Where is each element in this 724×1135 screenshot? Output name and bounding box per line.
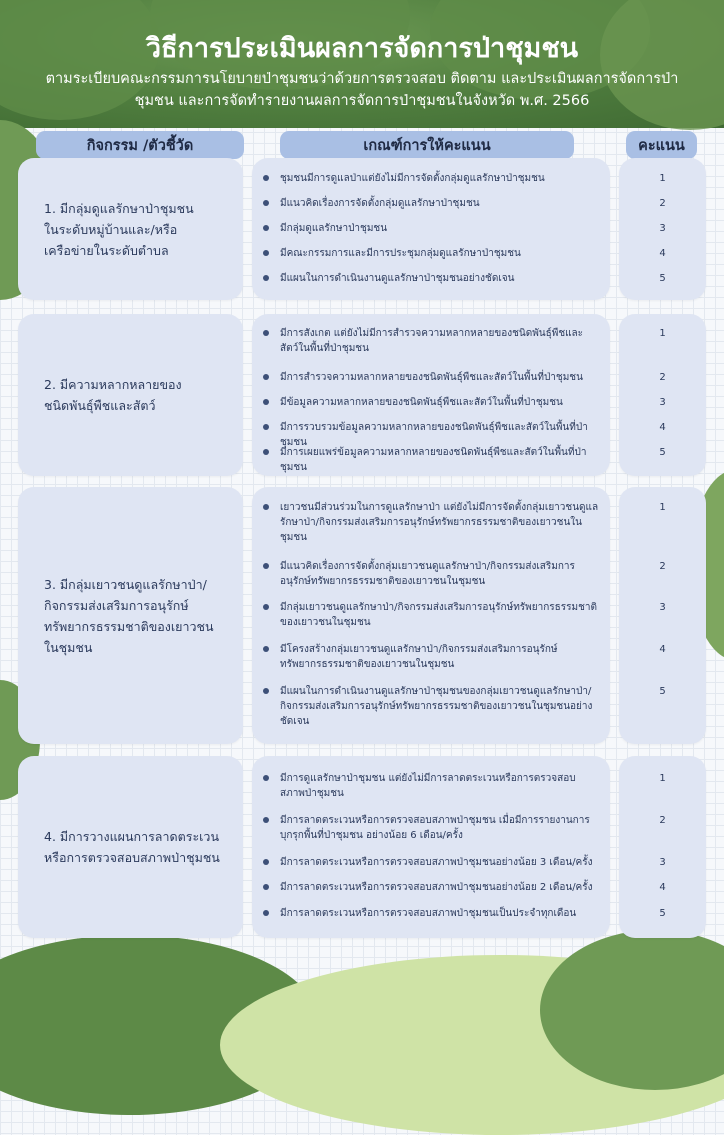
- score-value: 5: [659, 447, 666, 458]
- criteria-item: มีกลุ่มเยาวชนดูแลรักษาป่า/กิจกรรมส่งเสริมการอนุรักษ์ทรัพยากรธรรมชาติของเยาวชนในชุมชน: [280, 600, 600, 630]
- score-value: 5: [659, 686, 666, 697]
- score-value: 4: [659, 422, 666, 433]
- score-card-4: [619, 756, 706, 938]
- score-card-3: [619, 487, 706, 744]
- criteria-column-header: เกณฑ์การให้คะแนน: [280, 131, 574, 159]
- indicator-column-header: กิจกรรม /ตัวชี้วัด: [36, 131, 244, 159]
- criteria-card-1: [252, 158, 610, 300]
- criteria-item: มีคณะกรรมการและมีการประชุมกลุ่มดูแลรักษาป่าชุมชน: [280, 246, 600, 261]
- indicator-card-3: [18, 487, 243, 744]
- criteria-item: มีแผนในการดำเนินงานดูแลรักษาป่าชุมชนอย่างชัดเจน: [280, 271, 600, 286]
- score-value: 5: [659, 273, 666, 284]
- criteria-card-3: [252, 487, 610, 744]
- indicator-card-4: [18, 756, 243, 938]
- score-value: 4: [659, 882, 666, 893]
- score-card-2: [619, 314, 706, 476]
- score-value: 3: [659, 857, 666, 868]
- indicator-card-2: [18, 314, 243, 476]
- score-value: 2: [659, 815, 666, 826]
- criteria-card-4: [252, 756, 610, 938]
- indicator-card-1: [18, 158, 243, 300]
- criteria-item: มีการเผยแพร่ข้อมูลความหลากหลายของชนิดพันธุ์พืชและสัตว์ในพื้นที่ป่าชุมชน: [280, 445, 600, 475]
- score-value: 2: [659, 372, 666, 383]
- criteria-item: มีกลุ่มดูแลรักษาป่าชุมชน: [280, 221, 600, 236]
- score-value: 4: [659, 248, 666, 259]
- criteria-item: มีการสังเกต แต่ยังไม่มีการสำรวจความหลากหลายของชนิดพันธุ์พืชและสัตว์ในพื้นที่ป่าชุมชน: [280, 326, 600, 356]
- score-value: 1: [659, 173, 666, 184]
- indicator-label-4: 4. มีการวางแผนการลาดตระเวน หรือการตรวจสอบสภาพป่าชุมชน: [44, 829, 220, 865]
- criteria-item: มีโครงสร้างกลุ่มเยาวชนดูแลรักษาป่า/กิจกรรมส่งเสริมการอนุรักษ์ทรัพยากรธรรมชาติของเยาวชนในชุมชน: [280, 642, 600, 672]
- criteria-item: มีการลาดตระเวนหรือการตรวจสอบสภาพป่าชุมชนเป็นประจำทุกเดือน: [280, 906, 600, 921]
- criteria-item: มีข้อมูลความหลากหลายของชนิดพันธุ์พืชและสัตว์ในพื้นที่ป่าชุมชน: [280, 395, 600, 410]
- score-value: 3: [659, 223, 666, 234]
- score-value: 5: [659, 908, 666, 919]
- criteria-item: มีการรวบรวมข้อมูลความหลากหลายของชนิดพันธุ์พืชและสัตว์ในพื้นที่ป่าชุมชน: [280, 420, 600, 450]
- score-value: 1: [659, 328, 666, 339]
- indicator-label-1: 1. มีกลุ่มดูแลรักษาป่าชุมชน ในระดับหมู่บ้านและ/หรือ เครือข่ายในระดับตำบล: [44, 200, 194, 258]
- criteria-item: มีการลาดตระเวนหรือการตรวจสอบสภาพป่าชุมชน เมื่อมีการรายงานการบุกรุกพื้นที่ป่าชุมชน อย่างน้อย 6 เดือน/ครั้ง: [280, 813, 600, 843]
- indicator-label-3: 3. มีกลุ่มเยาวชนดูแลรักษาป่า/ กิจกรรมส่งเสริมการอนุรักษ์ ทรัพยากรธรรมชาติของเยาวชน ในชุมชน: [44, 576, 214, 655]
- criteria-item: มีการสำรวจความหลากหลายของชนิดพันธุ์พืชและสัตว์ในพื้นที่ป่าชุมชน: [280, 370, 600, 385]
- criteria-item: มีการลาดตระเวนหรือการตรวจสอบสภาพป่าชุมชนอย่างน้อย 2 เดือน/ครั้ง: [280, 880, 600, 895]
- criteria-item: มีแนวคิดเรื่องการจัดตั้งกลุ่มดูแลรักษาป่าชุมชน: [280, 196, 600, 211]
- score-value: 3: [659, 397, 666, 408]
- score-value: 1: [659, 502, 666, 513]
- criteria-item: ชุมชนมีการดูแลป่าแต่ยังไม่มีการจัดตั้งกลุ่มดูแลรักษาป่าชุมชน: [280, 171, 600, 186]
- score-card-1: [619, 158, 706, 300]
- criteria-card-2: [252, 314, 610, 476]
- criteria-item: มีการลาดตระเวนหรือการตรวจสอบสภาพป่าชุมชนอย่างน้อย 3 เดือน/ครั้ง: [280, 855, 600, 870]
- score-value: 2: [659, 198, 666, 209]
- page-title: วิธีการประเมินผลการจัดการป่าชุมชน: [145, 33, 579, 64]
- score-column-header: คะแนน: [626, 131, 697, 159]
- score-value: 3: [659, 602, 666, 613]
- criteria-item: มีการดูแลรักษาป่าชุมชน แต่ยังไม่มีการลาดตระเวนหรือการตรวจสอบสภาพป่าชุมชน: [280, 771, 600, 801]
- criteria-item: มีแนวคิดเรื่องการจัดตั้งกลุ่มเยาวชนดูแลรักษาป่า/กิจกรรมส่งเสริมการอนุรักษ์ทรัพยากรธรรมชาติของเยาวชนในชุมชน: [280, 559, 600, 589]
- page-subtitle: ตามระเบียบคณะกรรมการนโยบายป่าชุมชนว่าด้วยการตรวจสอบ ติดตาม และประเมินผลการจัดการป่าชุมชน และการจัดทำรายงานผลการจัดการป่าชุมชนในจังหวัด พ.ศ. 2566: [45, 71, 679, 109]
- score-value: 2: [659, 561, 666, 572]
- criteria-item: มีแผนในการดำเนินงานดูแลรักษาป่าชุมชนของกลุ่มเยาวชนดูแลรักษาป่า/กิจกรรมส่งเสริมการอนุรักษ์ทรัพยากรธรรมชาติของเยาวชนในชุมชนอย่างชัดเจน: [280, 684, 600, 729]
- score-value: 1: [659, 773, 666, 784]
- indicator-label-2: 2. มีความหลากหลายของ ชนิดพันธุ์พืชและสัตว์: [44, 377, 182, 413]
- criteria-item: เยาวชนมีส่วนร่วมในการดูแลรักษาป่า แต่ยังไม่มีการจัดตั้งกลุ่มเยาวชนดูแลรักษาป่า/กิจกรรมส่งเสริมการอนุรักษ์ทรัพยากรธรรมชาติของเยาวชนในชุมชน: [280, 502, 599, 543]
- score-value: 4: [659, 644, 666, 655]
